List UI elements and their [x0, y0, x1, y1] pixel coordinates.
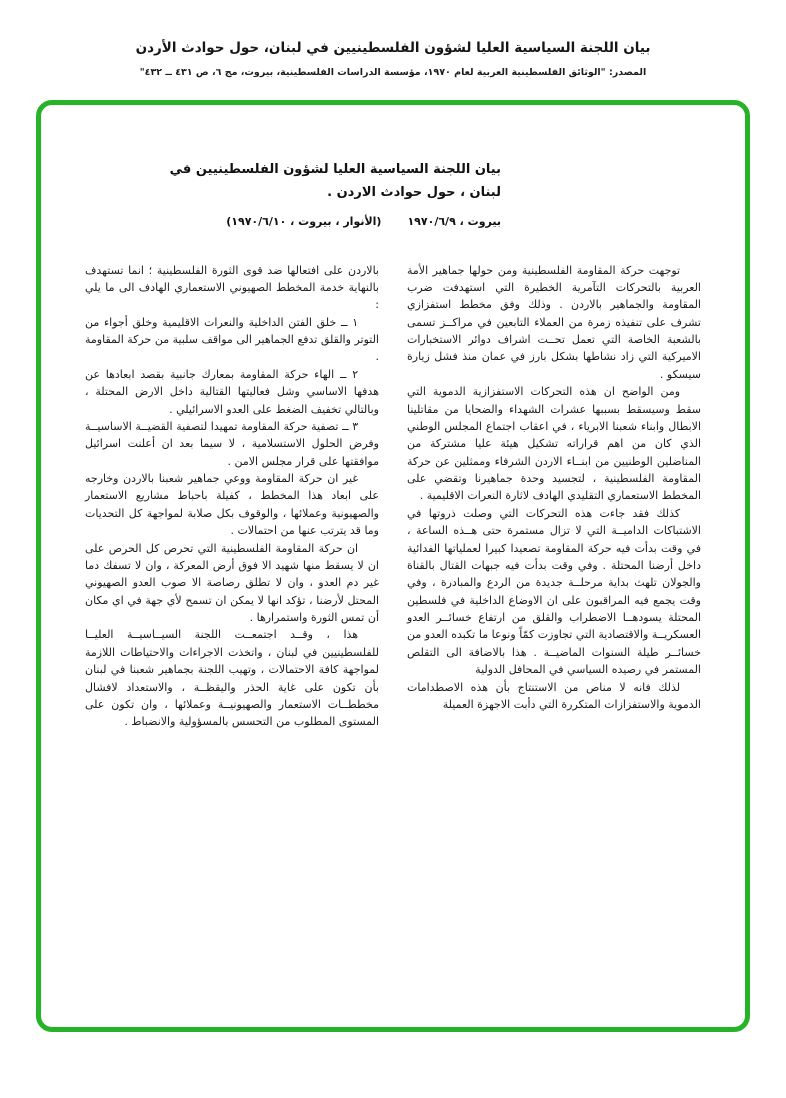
paragraph: بالاردن على افتعالها ضد قوى الثورة الفلسطينية ؛ انما تستهدف بالنهاية خدمة المخطط الصهيوني الاستعماري الهادف الى ما يلي : — [85, 263, 379, 312]
paragraph: ان حركة المقاومة الفلسطينية التي تحرص كل الحرص على ان لا يسقط منها شهيد الا فوق أرض المعركة ، وان لا تسفك دما غير دم العدو ، وان لا تطلق رصاصة الا صوب العدو الصهيوني المحتل لأرضنا ، تؤكد انها لا يمكن ان تسمح لأي جهة في اي مكان أن تمس الثورة واستمرارها . — [85, 541, 379, 624]
dateline-publication: (الأنوار ، بيروت ، ١٩٧٠/٦/١٠) — [226, 214, 382, 228]
document-title-line-2: لبنان ، حول حوادث الاردن . — [327, 184, 501, 200]
paragraph: هذا ، وقــد اجتمعــت اللجنة السيــاسيــة العليــا للفلسطينيين في لبنان ، واتخذت الاجراءات والاحتياطات اللازمة لمواجهة كافة الاحتمالات ، وتهيب اللجنة بجماهير شعبنا في لبنان بأن تكون على غاية الحذر واليقظــة ، والاستعداد لافشال مخططــات الاستعمار والصهيونيــة وعملائها ، وان تكون على المستوى المطلوب من التحسس بالمسؤولية والانضباط . — [85, 628, 379, 729]
header-title: بيان اللجنة السياسية العليا لشؤون الفلسطينيين في لبنان، حول حوادث الأردن — [135, 40, 651, 56]
paragraph-numbered-1: ١ ــ خلق الفتن الداخلية والنعرات الاقليمية وخلق أجواء من التوتر والقلق تدفع الجماهير الى مواقف سلبية من حركة المقاومة . — [85, 315, 379, 364]
paragraph: كذلك فقد جاءت هذه التحركات التي وصلت ذروتها في الاشتباكات الداميــة التي لا تزال مستمرة حتى هــذه الساعة ، في وقت بدأت فيه حركة المقاومة تصعيدا كبيرا لعملياتها الفدائية داخل أرضنا المحتلة . وفي وقت بدأت فيه جبهات القتال بالقناة والجولان تلهث بداية مرحلــة جديدة من الردع والمبادرة ، وفي وقت يجمع فيه المراقبون على ان الاوضاع الداخلية في فلسطين المحتلة يسودهــا الاضطراب والقلق من ارتفاع خسائــر العدو العسكريــة والاقتصادية التي تجاوزت كمّاً ونوعا ما تكبده العدو من خسائــر طيلة السنوات الماضيــة . هذا بالاضافة الى التقلص المستمر في رصيده السياسي في المحافل الدولية — [407, 506, 701, 677]
paragraph: توجهت حركة المقاومة الفلسطينية ومن حولها جماهير الأمة العربية بالتحركات التآمرية الخطيرة التي استهدفت ضرب المقاومة والجماهير بالاردن . وذلك وفق مخطط استفزازي تشرف على تنفيذه زمرة من العملاء التابعين في مراكــز تسمى بالشعبة الخاصة التي تعمل تحــت اشراف دوائر الاستخبارات الاميركية التي زاد نشاطها بشكل بارز في عمان منذ فشل زيارة سيسكو . — [407, 263, 701, 381]
scanned-document-frame — [36, 100, 750, 1032]
header-source-line: المصدر: "الوثائق الفلسطينية العربية لعام ١٩٧٠، مؤسسة الدراسات الفلسطينية، بيروت، مج ٦، ص ٤٣١ ــ ٤٣٢" — [139, 67, 647, 78]
page-header — [0, 0, 786, 78]
document-body — [85, 262, 701, 731]
document-title-block — [170, 159, 501, 228]
paragraph: غير ان حركة المقاومة ووعي جماهير شعبنا بالاردن وخارجه على ابعاد هذا المخطط ، كفيلة باحباط مشاريع الاستعمار والصهيونية وعملائها ، والوقوف بكل صلابة لمواجهة كل التحديات وما قد يترتب عنها من احتمالات . — [85, 472, 379, 538]
dateline-place-date: بيروت ، ١٩٧٠/٦/٩ — [407, 214, 501, 228]
paragraph-numbered-3: ٣ ــ تصفية حركة المقاومة تمهيدا لتصفية القضيــة الاساسيــة وفرض الحلول الاستسلامية ، لا سيما بعد ان أعلنت اسرائيل موافقتها على قرار مجلس الامن . — [85, 419, 379, 468]
document-dateline — [170, 215, 501, 228]
paragraph: لذلك فانه لا مناص من الاستنتاج بأن هذه الاصطدامات الدموية والاستفزازات المتكررة التي دأبت الاجهزة العميلة — [407, 680, 701, 711]
document-title-line-1: بيان اللجنة السياسية العليا لشؤون الفلسطينيين في — [169, 162, 501, 177]
paragraph: ومن الواضح ان هذه التحركات الاستفزازية الدموية التي سقط وسيسقط بسببها عشرات الشهداء والضحايا من مقاتلينا الابطال وابناء شعبنا الابرياء ، في اعقاب اجتماع المجلس الوطني الذي كان من اهم قراراته تشكيل هيئة عليا مشتركة من المناضلين الوطنيين من ابنــاء الاردن الشرفاء وممثلين عن حركة المقاومة الفلسطينية ، لتجسيد وحدة جماهيرنا وتقضي على المخطط الاستعماري التقليدي الهادف لاثارة النعرات الاقليمية . — [407, 385, 701, 503]
column-left — [85, 262, 379, 731]
column-right — [407, 262, 701, 731]
paragraph-numbered-2: ٢ ــ الهاء حركة المقاومة بمعارك جانبية بقصد ابعادها عن هدفها الاساسي وشل فعاليتها القتالية داخل الارض المحتلة ، وبالتالي تخفيف الضغط على العدو الاسرائيلي . — [85, 367, 379, 416]
